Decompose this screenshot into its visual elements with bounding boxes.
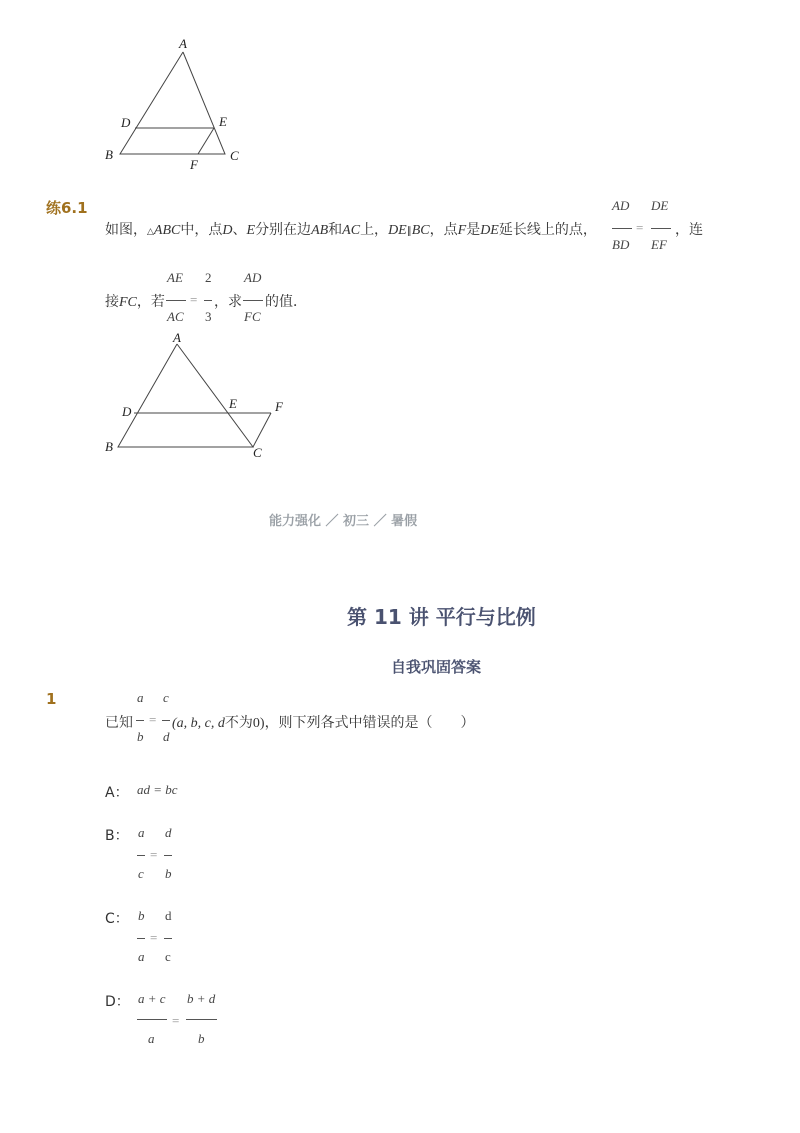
frac-den: a [138, 949, 145, 964]
label-F: F [190, 157, 198, 172]
frac-num: AD [612, 198, 630, 213]
exercise-line-2-mid: ，求 [214, 294, 242, 310]
frac-num: b + d [187, 991, 216, 1006]
frac-bar [204, 300, 212, 301]
label-E: E [229, 396, 237, 411]
frac-bar [137, 1019, 167, 1020]
label-E: E [219, 114, 227, 129]
frac-num: d [165, 825, 172, 840]
frac-num: a [138, 825, 145, 840]
frac-bar [137, 938, 145, 939]
question-stem-start: 已知 [105, 715, 133, 731]
frac-den: 3 [205, 309, 212, 324]
frac-den: b [165, 866, 172, 881]
label-F: F [275, 399, 283, 414]
frac-num: d [165, 908, 172, 923]
frac-bar [136, 720, 144, 721]
option-a-expr: ad = bc [137, 782, 178, 797]
frac-num: c [163, 690, 169, 705]
frac-num: AE [167, 270, 183, 285]
equals-sign: = [636, 220, 644, 235]
label-C: C [230, 148, 239, 163]
frac-num: 2 [205, 270, 212, 285]
equals-sign: = [150, 930, 158, 945]
frac-bar [651, 228, 671, 229]
option-d-label: D： [105, 994, 130, 1010]
option-c-label: C： [105, 911, 129, 927]
label-A: A [179, 36, 187, 51]
triangle-figure-2 [100, 330, 300, 465]
frac-den: d [163, 729, 170, 744]
equals-sign: = [149, 712, 157, 727]
question-stem-end: (a, b, c, d不为0)，则下列各式中错误的是（ ） [172, 715, 475, 731]
frac-num: DE [651, 198, 669, 213]
option-b-label: B： [105, 828, 129, 844]
exercise-line-1: 如图，△ABC中，点D、E分别在边AB和AC上，DE∥BC，点F是DE延长线上的点， [105, 222, 597, 238]
frac-den: b [198, 1031, 205, 1046]
equals-sign: = [150, 847, 158, 862]
frac-den: BD [612, 237, 630, 252]
frac-bar [166, 300, 186, 301]
label-B: B [105, 147, 113, 162]
frac-den: b [137, 729, 144, 744]
frac-bar [164, 855, 172, 856]
equals-sign: = [172, 1013, 180, 1028]
lecture-title: 第 11 讲 平行与比例 [347, 605, 536, 629]
label-A: A [173, 330, 181, 345]
frac-bar [162, 720, 170, 721]
frac-den: c [138, 866, 144, 881]
section-subtitle: 自我巩固答案 [391, 658, 482, 676]
label-C: C [253, 445, 262, 460]
frac-bar [137, 855, 145, 856]
exercise-number: 练6.1 [46, 199, 88, 217]
option-a-label: A： [105, 785, 129, 801]
label-D: D [122, 404, 132, 419]
frac-num: a + c [138, 991, 166, 1006]
frac-den: EF [651, 237, 667, 252]
frac-bar [164, 938, 172, 939]
frac-bar [186, 1019, 217, 1020]
question-number: 1 [46, 690, 57, 708]
frac-den: FC [244, 309, 261, 324]
frac-num: AD [244, 270, 262, 285]
frac-num: a [137, 690, 144, 705]
page-footer: 能力强化 ／ 初三 ／ 暑假 [269, 514, 418, 529]
frac-den: AC [167, 309, 184, 324]
exercise-line-2-start: 接FC，若 [105, 294, 165, 310]
triangle-figure-1 [100, 35, 260, 175]
label-D: D [121, 115, 131, 130]
exercise-line-1-end: ，连 [675, 222, 703, 238]
frac-bar [243, 300, 263, 301]
equals-sign: = [190, 292, 198, 307]
label-B: B [105, 439, 113, 454]
frac-num: b [138, 908, 145, 923]
frac-den: a [148, 1031, 155, 1046]
frac-den: c [165, 949, 171, 964]
frac-bar [612, 228, 632, 229]
exercise-line-2-end: 的值． [265, 294, 307, 310]
